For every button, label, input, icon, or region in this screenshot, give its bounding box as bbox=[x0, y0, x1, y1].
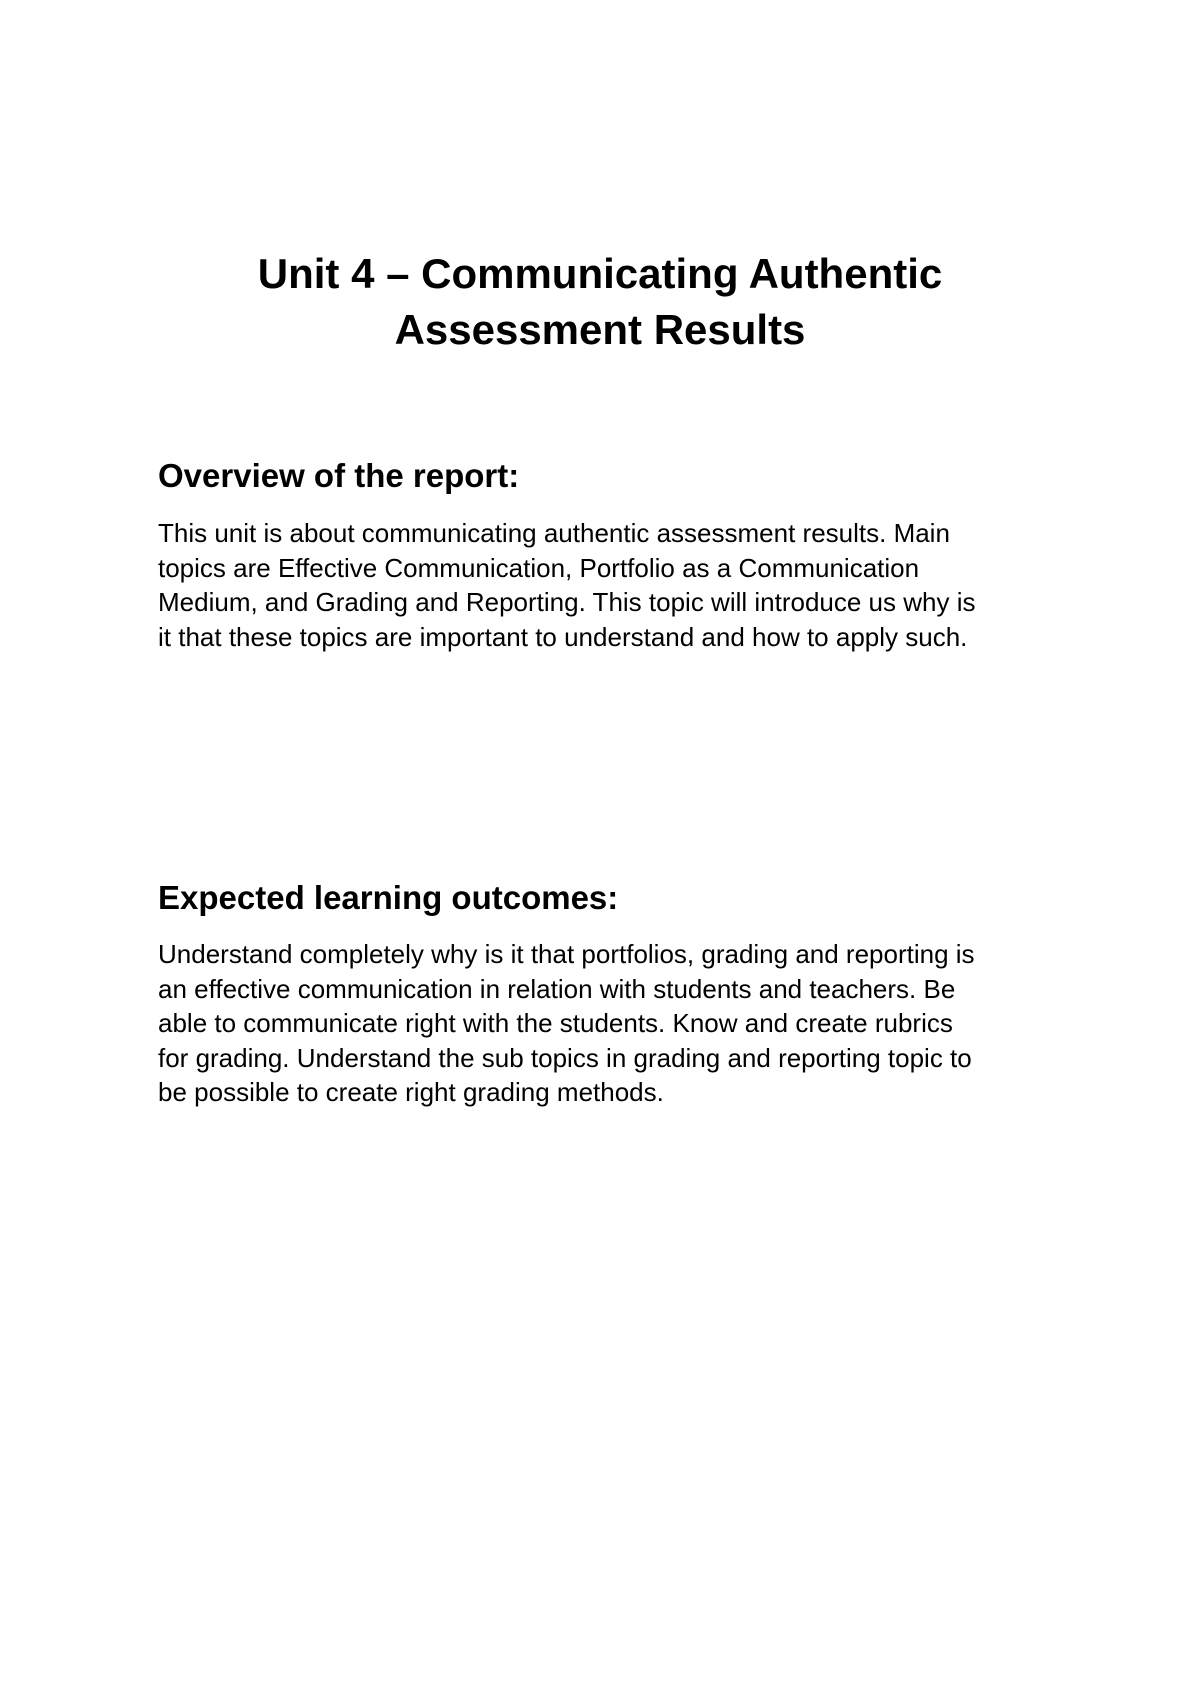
outcomes-line: be possible to create right grading methods. bbox=[158, 1077, 664, 1107]
overview-paragraph bbox=[158, 516, 1058, 654]
page-title-line-1: Unit 4 – Communicating Authentic bbox=[257, 250, 943, 297]
overview-line: This unit is about communicating authentic assessment results. Main bbox=[158, 518, 950, 548]
outcomes-line: an effective communication in relation with students and teachers. Be bbox=[158, 973, 956, 1004]
page-title bbox=[160, 246, 1040, 358]
learning-outcomes-heading: Expected learning outcomes: bbox=[158, 879, 619, 916]
learning-outcomes-paragraph bbox=[158, 937, 1058, 1110]
outcomes-line: for grading. Understand the sub topics in grading and reporting topic to bbox=[158, 1042, 972, 1073]
overview-line: it that these topics are important to understand and how to apply such. bbox=[158, 621, 968, 652]
overview-heading: Overview of the report: bbox=[158, 457, 520, 494]
overview-line: topics are Effective Communication, Portfolio as a Communication bbox=[158, 552, 920, 583]
outcomes-line: Understand completely why is it that portfolios, grading and reporting is bbox=[158, 939, 975, 969]
outcomes-line: able to communicate right with the students. Know and create rubrics bbox=[158, 1008, 953, 1038]
page-title-line-2: Assessment Results bbox=[394, 306, 806, 353]
overview-line: Medium, and Grading and Reporting. This topic will introduce us why is bbox=[158, 587, 976, 617]
